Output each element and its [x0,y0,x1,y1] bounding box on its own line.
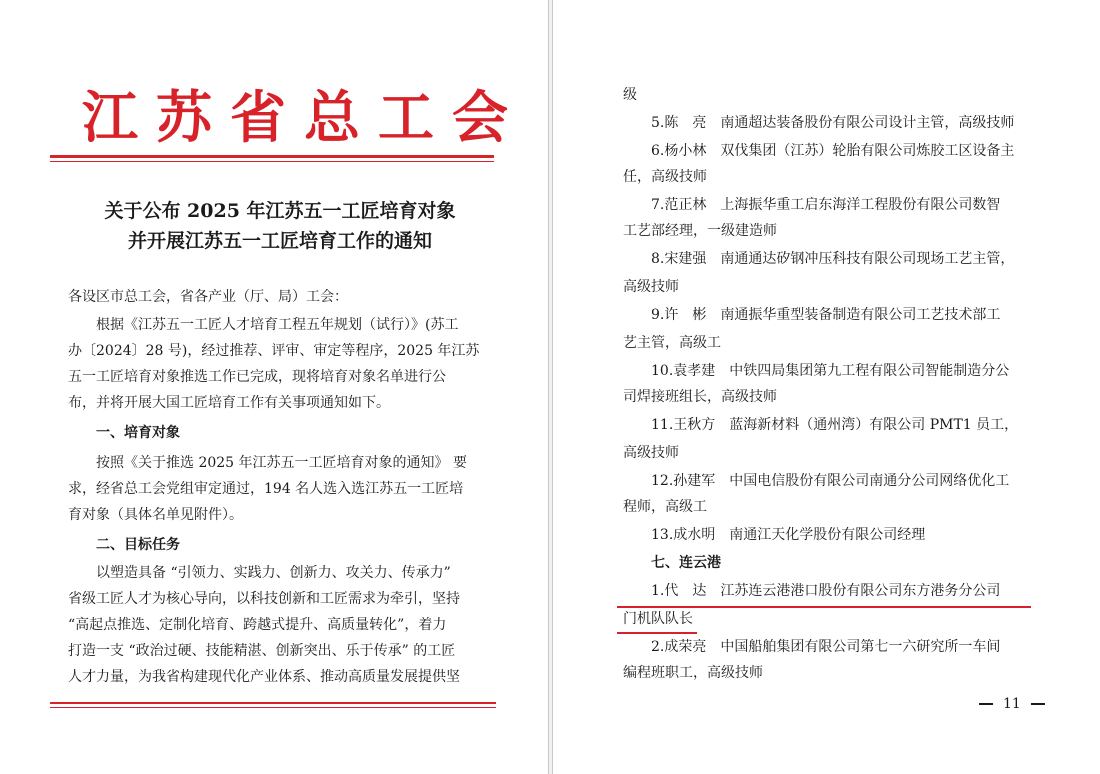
document-title-line-1: 关于公布 2025 年江苏五一工匠培育对象 [104,200,456,222]
list-item: 13.成水明 南通江天化学股份有限公司经理 [651,527,926,543]
masthead-rule-thick [50,155,494,158]
paragraph-line: 五一工匠培育对象推选工作已完成，现将培育对象名单进行公 [68,369,446,385]
salutation: 各设区市总工会，省各产业（厅、局）工会： [68,289,348,305]
list-item: 8.宋建强 南通通达矽钢冲压科技有限公司现场工艺主管， [651,251,1015,267]
list-line: 级 [623,87,637,103]
paragraph-line: 布，并将开展大国工匠培育工作有关事项通知如下。 [68,395,390,411]
paragraph-line: 求，经省总工会党组审定通过，194 名人选入选江苏五一工匠培 [68,481,464,497]
paragraph-line: “高起点推选、定制化培育、跨越式提升、高质量转化”，着力 [68,617,447,633]
page-number-dash-right [1031,703,1045,705]
footer-rule-thick [50,702,496,704]
list-line: 程师，高级工 [623,499,707,515]
paragraph-line: 育对象（具体名单见附件）。 [68,507,243,523]
masthead-rule-thin [50,161,494,162]
document-title-line-2: 并开展江苏五一工匠培育工作的通知 [127,230,432,252]
list-item: 5.陈 亮 南通超达装备股份有限公司设计主管，高级技师 [651,115,1015,131]
list-line: 任，高级技师 [623,169,707,185]
list-item: 1.代 达 江苏连云港港口股份有限公司东方港务分公司 [651,583,1001,599]
list-item: 10.袁孝建 中铁四局集团第九工程有限公司智能制造分公 [651,363,1010,379]
list-item: 2.成荣亮 中国船舶集团有限公司第七一六研究所一车间 [651,639,1001,655]
list-line: 高级技师 [623,279,679,295]
paragraph-line: 以塑造具备 “引领力、实践力、创新力、攻关力、传承力” [96,565,451,581]
list-line: 工艺部经理，一级建造师 [623,223,777,239]
section-heading-2: 二、目标任务 [96,537,180,553]
paragraph-line: 省级工匠人才为核心导向，以科技创新和工匠需求为牵引，坚持 [68,591,460,607]
paragraph-line: 根据《江苏五一工匠人才培育工程五年规划（试行）》(苏工 [96,317,459,333]
page-number [969,696,1089,712]
list-line: 司焊接班组长，高级技师 [623,389,777,405]
paragraph-line: 人才力量，为我省构建现代化产业体系、推动高质量发展提供坚 [68,669,460,685]
list-line: 编程班职工，高级技师 [623,665,763,681]
list-item: 7.范正林 上海振华重工启东海洋工程股份有限公司数智 [651,197,1001,213]
section-heading-1: 一、培育对象 [96,425,180,441]
list-item: 6.杨小林 双伐集团（江苏）轮胎有限公司炼胶工区设备主 [651,143,1015,159]
document-page-left [0,0,549,774]
paragraph-line: 按照《关于推选 2025 年江苏五一工匠培育对象的通知》 要 [96,455,467,471]
list-item: 12.孙建军 中国电信股份有限公司南通分公司网络优化工 [651,473,1010,489]
list-item: 11.王秋方 蓝海新材料（通州湾）有限公司 PMT1 员工， [651,417,1019,433]
list-item: 9.许 彬 南通振华重型装备制造有限公司工艺技术部工 [651,307,1001,323]
page-number-dash-left [979,703,993,705]
paragraph-line: 打造一支 “政治过硬、技能精湛、创新突出、乐于传承” 的工匠 [68,643,456,659]
list-line: 高级技师 [623,445,679,461]
footer-rule-thin [50,707,496,708]
section-heading-lianyungang: 七、连云港 [651,555,721,571]
paragraph-line: 办〔2024〕28 号)，经过推荐、评审、审定等程序，2025 年江苏 [68,343,480,359]
masthead-title: 江苏省总工会 [82,85,526,151]
document-page-right [552,0,1100,774]
page-number-value: 11 [1003,696,1021,712]
list-line: 门机队队长 [623,611,693,627]
list-line: 艺主管，高级工 [623,335,721,351]
